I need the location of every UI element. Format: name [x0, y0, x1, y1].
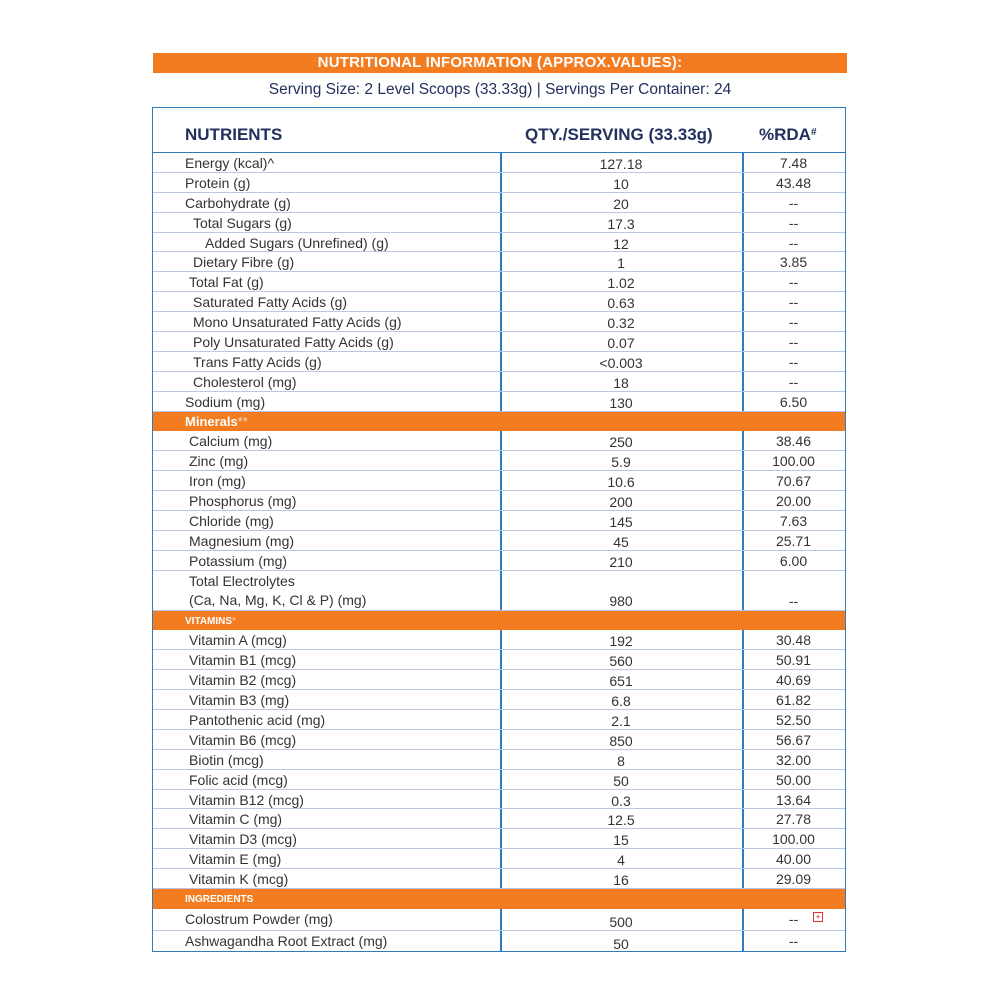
nutrient-name: Vitamin C (mg) — [189, 811, 283, 828]
nutrient-name: Energy (kcal)^ — [185, 155, 275, 171]
nutrient-rda: 70.67 — [775, 473, 812, 490]
nutrient-rda: -- — [788, 334, 799, 351]
serving-info: Serving Size: 2 Level Scoops (33.33g) | Servings Per Container: 24 — [268, 81, 732, 98]
section-vitamins — [153, 611, 845, 631]
table-row — [153, 670, 845, 690]
nutrient-name: Vitamin B3 (mg) — [189, 692, 290, 709]
nutrient-name: Vitamin D3 (mcg) — [189, 831, 297, 848]
nutrient-qty: 0.63 — [607, 295, 635, 312]
nutrient-name: Pantothenic acid (mg) — [189, 711, 326, 728]
nutrient-name: Protein (g) — [185, 174, 251, 191]
table-row — [153, 869, 845, 889]
nutrient-qty: 130 — [609, 394, 633, 411]
table-row — [153, 292, 845, 312]
nutrient-qty: 15 — [613, 832, 629, 849]
minerals-mark: ** — [237, 413, 248, 429]
nutrient-qty: 17.3 — [607, 215, 635, 232]
table-row — [153, 931, 845, 953]
nutrient-name: Cholesterol (mg) — [193, 373, 297, 390]
nutrient-rda: -- — [788, 274, 799, 291]
nutrient-name: Poly Unsaturated Fatty Acids (g) — [193, 334, 394, 351]
nutrient-name: Total Sugars (g) — [193, 214, 292, 231]
nutrient-name: Added Sugars (Unrefined) (g) — [205, 234, 389, 251]
header-rda — [759, 125, 817, 145]
header-rda-mark: # — [810, 127, 817, 138]
nutrient-qty: 200 — [609, 494, 633, 511]
nutrient-name: Vitamin B2 (mcg) — [189, 672, 297, 689]
section-minerals — [153, 412, 845, 432]
nutrient-rda: 50.91 — [775, 652, 812, 669]
nutrient-qty: 560 — [609, 653, 633, 670]
nutrient-rda: 40.00 — [775, 851, 812, 868]
nutrient-name: Vitamin B6 (mcg) — [189, 731, 297, 748]
table-row — [153, 392, 845, 412]
table-row — [153, 491, 845, 511]
nutrient-rda: 25.71 — [775, 532, 812, 549]
nutrient-qty: 250 — [609, 434, 633, 451]
table-row — [153, 710, 845, 730]
nutrient-qty: 16 — [613, 872, 629, 889]
table-row — [153, 531, 845, 551]
table-row — [153, 750, 845, 770]
nutrient-rda: 50.00 — [775, 771, 812, 788]
nutrient-name: Phosphorus (mg) — [189, 493, 297, 510]
nutrient-rda: -- — [788, 194, 799, 211]
nutrient-name: Vitamin A (mcg) — [189, 632, 287, 649]
nutrient-name: Total Fat (g) — [189, 274, 264, 291]
ingredient-rda: -- — [788, 932, 799, 949]
table-row — [153, 173, 845, 193]
nutrient-rda: 3.85 — [779, 254, 808, 271]
nutrient-rda: 56.67 — [775, 731, 812, 748]
nutrient-rda: 52.50 — [775, 711, 812, 728]
nutrient-rda: -- — [788, 353, 799, 370]
table-row — [153, 790, 845, 810]
nutrient-rda: 38.46 — [775, 433, 812, 450]
nutrient-name: Trans Fatty Acids (g) — [193, 353, 322, 370]
table-row — [153, 272, 845, 292]
nutrient-qty: 651 — [609, 673, 633, 690]
table-row — [153, 690, 845, 710]
nutrient-name: Mono Unsaturated Fatty Acids (g) — [193, 314, 402, 331]
table-row — [153, 153, 845, 173]
table-row — [153, 431, 845, 451]
nutrition-title: NUTRITIONAL INFORMATION (APPROX.VALUES): — [153, 53, 847, 73]
table-body — [153, 153, 845, 953]
nutrient-qty: 1.02 — [607, 275, 635, 292]
nutrient-qty: 18 — [613, 374, 629, 391]
nutrient-qty: <0.003 — [599, 354, 643, 371]
nutrient-qty: 210 — [609, 553, 633, 570]
header-nutrients: NUTRIENTS — [185, 125, 283, 144]
table-row — [153, 193, 845, 213]
nutrient-name: Chloride (mg) — [189, 513, 274, 530]
nutrient-name: Total Electrolytes — [189, 572, 295, 589]
nutrient-rda: 6.50 — [779, 393, 808, 410]
nutrient-name: Zinc (mg) — [189, 453, 249, 470]
nutrient-name: Vitamin B12 (mcg) — [189, 791, 304, 808]
nutrient-qty: 45 — [613, 533, 629, 550]
nutrient-name: Folic acid (mcg) — [189, 771, 288, 788]
vitamins-label: VITAMINS — [185, 615, 233, 627]
nutrient-rda: 7.48 — [779, 155, 808, 171]
nutrient-name: Potassium (mg) — [189, 552, 288, 569]
nutrient-rda: -- — [788, 294, 799, 311]
nutrient-rda: -- — [788, 314, 799, 331]
nutrient-rda: -- — [788, 373, 799, 390]
table-row — [153, 312, 845, 332]
table-row — [153, 909, 845, 931]
table-row — [153, 451, 845, 471]
nutrient-qty: 4 — [617, 852, 625, 869]
nutrient-name: Calcium (mg) — [189, 433, 273, 450]
table-row — [153, 352, 845, 372]
nutrient-qty: 0.32 — [607, 315, 635, 332]
nutrient-rda: 100.00 — [772, 453, 815, 470]
nutrient-qty: 8 — [617, 752, 625, 769]
nutrient-qty: 192 — [609, 633, 633, 650]
nutrient-name: Saturated Fatty Acids (g) — [193, 294, 348, 311]
nutrient-rda: 6.00 — [779, 552, 808, 569]
section-ingredients — [153, 889, 845, 909]
nutrient-qty: 10.6 — [607, 474, 635, 491]
nutrient-rda: 43.48 — [775, 174, 812, 191]
nutrient-qty: 20 — [613, 195, 629, 212]
table-row — [153, 770, 845, 790]
table-row — [153, 829, 845, 849]
header-rda-label: %RDA — [759, 125, 811, 144]
table-row — [153, 471, 845, 491]
nutrient-qty: 12.5 — [607, 812, 635, 829]
nutrient-name: Vitamin K (mcg) — [189, 871, 289, 888]
nutrient-rda: 32.00 — [775, 751, 812, 768]
vitamins-mark: * — [232, 615, 236, 627]
nutrient-qty: 1 — [617, 255, 625, 272]
nutrient-name: Magnesium (mg) — [189, 532, 295, 549]
minerals-label: Minerals — [185, 413, 238, 429]
table-row — [153, 332, 845, 352]
table-row — [153, 730, 845, 750]
nutrient-rda: 100.00 — [772, 831, 815, 848]
header-qty: QTY./SERVING (33.33g) — [525, 125, 713, 144]
nutrient-name-detail: (Ca, Na, Mg, K, Cl & P) (mg) — [189, 591, 367, 608]
nutrient-name: Dietary Fibre (g) — [193, 254, 295, 271]
nutrient-name: Iron (mg) — [189, 473, 246, 490]
nutrient-qty: 12 — [613, 235, 629, 252]
nutrient-qty: 6.8 — [611, 693, 631, 710]
table-row — [153, 630, 845, 650]
nutrient-rda: 40.69 — [775, 672, 812, 689]
nutrient-rda: 20.00 — [775, 493, 812, 510]
nutrient-qty: 5.9 — [611, 454, 631, 471]
table-row — [153, 809, 845, 829]
ingredient-rda: -- — [788, 910, 799, 927]
nutrient-rda: 27.78 — [775, 811, 812, 828]
nutrient-qty: 50 — [613, 772, 629, 789]
nutrient-rda: 61.82 — [775, 692, 812, 709]
section-label — [185, 412, 248, 431]
nutrition-table — [152, 107, 846, 952]
nutrient-rda: -- — [788, 234, 799, 251]
table-row — [153, 252, 845, 272]
nutrient-rda: -- — [788, 592, 799, 609]
section-label: INGREDIENTS — [185, 893, 254, 905]
nutrient-name: Carbohydrate (g) — [185, 194, 291, 211]
nutrient-rda: 13.64 — [775, 791, 812, 808]
table-row — [153, 650, 845, 670]
table-row — [153, 849, 845, 869]
nutrient-rda: 7.63 — [779, 513, 808, 530]
nutrient-qty: 145 — [609, 514, 633, 531]
table-row — [153, 571, 845, 611]
nutrient-qty: 2.1 — [611, 712, 631, 729]
table-header — [153, 108, 845, 153]
nutrient-name: Vitamin B1 (mcg) — [189, 652, 297, 669]
nutrient-rda: 30.48 — [775, 632, 812, 649]
table-row — [153, 372, 845, 392]
table-row — [153, 511, 845, 531]
nutrient-qty: 127.18 — [599, 156, 643, 172]
nutrient-name: Biotin (mcg) — [189, 751, 264, 768]
ingredient-qty: 50 — [613, 935, 629, 952]
nutrient-qty: 980 — [609, 592, 633, 609]
nutrient-name: Sodium (mg) — [185, 393, 266, 410]
table-row — [153, 551, 845, 571]
ingredient-name: Ashwagandha Root Extract (mg) — [185, 932, 388, 949]
table-row — [153, 233, 845, 253]
nutrient-qty: 10 — [613, 175, 629, 192]
nutrient-qty: 0.07 — [607, 335, 635, 352]
nutrient-rda: -- — [788, 214, 799, 231]
section-label — [185, 612, 236, 631]
plus-square-icon: + — [813, 912, 823, 922]
nutrient-name: Vitamin E (mg) — [189, 851, 282, 868]
nutrient-rda: 29.09 — [775, 871, 812, 888]
nutrient-qty: 850 — [609, 732, 633, 749]
nutrient-qty: 0.3 — [611, 792, 631, 809]
ingredient-name: Colostrum Powder (mg) — [185, 910, 333, 927]
ingredient-qty: 500 — [609, 913, 633, 930]
table-row — [153, 213, 845, 233]
